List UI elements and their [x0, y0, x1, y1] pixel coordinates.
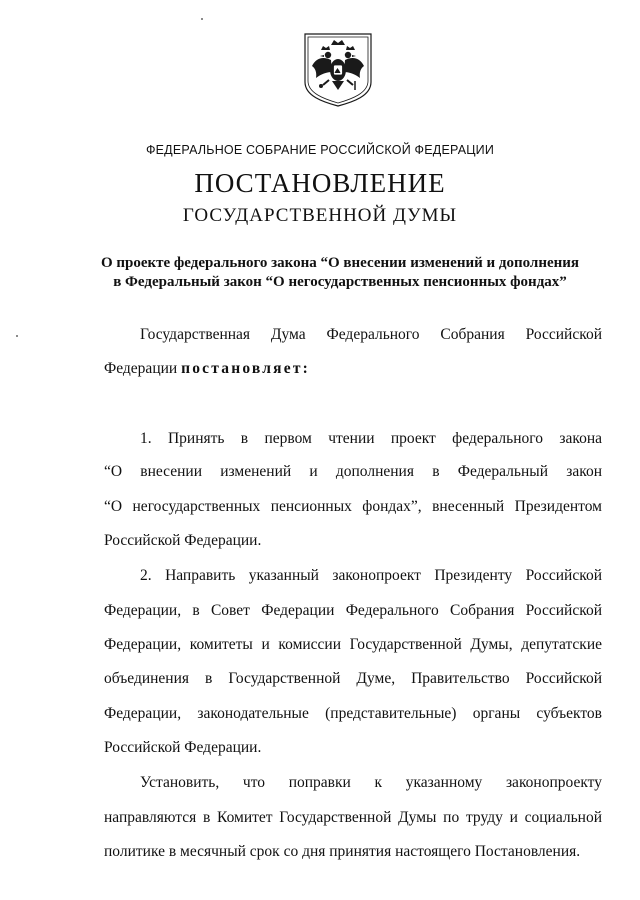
paragraph-2-line: Федерации, законодательные (представительные) органы субъектов: [104, 705, 602, 722]
preamble-line: [104, 359, 602, 379]
resolves-word: постановляет:: [181, 360, 310, 377]
paragraph-2-line: 2. Направить указанный законопроект Президенту Российской: [140, 567, 602, 584]
subject-line: О проекте федерального закона “О внесении изменений и дополнения: [100, 255, 580, 271]
paragraph-2-line: объединения в Государственной Думе, Правительство Российской: [104, 670, 602, 687]
state-emblem-icon: [301, 30, 375, 108]
paragraph-2-line: Российской Федерации.: [104, 739, 262, 756]
paragraph-3-line: политике в месячный срок со дня принятия настоящего Постановления.: [104, 843, 581, 860]
resolution-subject: [80, 254, 600, 292]
paragraph-3-line: Установить, что поправки к указанному законопроекту: [140, 774, 602, 791]
organization-heading: ФЕДЕРАЛЬНОЕ СОБРАНИЕ РОССИЙСКОЙ ФЕДЕРАЦИИ: [145, 143, 495, 157]
subject-line: в Федеральный закон “О негосударственных пенсионных фондах”: [113, 274, 567, 290]
paragraph-1-line: “О негосударственных пенсионных фондах”, внесенный Президентом: [104, 498, 602, 515]
paragraph-1-line: “О внесении изменений и дополнения в Федеральный закон: [104, 463, 602, 480]
paragraph-2-line: Федерации, комитеты и комиссии Государственной Думы, депутатские: [104, 636, 602, 653]
document-type-title: ПОСТАНОВЛЕНИЕ: [194, 168, 446, 198]
preamble-text: Федерации: [104, 360, 178, 377]
issuer-subtitle: ГОСУДАРСТВЕННОЙ ДУМЫ: [182, 205, 458, 226]
scan-speck: [16, 335, 18, 337]
scan-speck: [201, 18, 203, 20]
paragraph-1-line: Российской Федерации.: [104, 532, 262, 549]
paragraph-1-line: 1. Принять в первом чтении проект федерального закона: [140, 430, 602, 447]
paragraph-3-line: направляются в Комитет Государственной Думы по труду и социальной: [104, 809, 602, 826]
paragraph-2-line: Федерации, в Совет Федерации Федерального Собрания Российской: [104, 602, 602, 619]
preamble-line: Государственная Дума Федерального Собрания Российской: [140, 326, 602, 343]
